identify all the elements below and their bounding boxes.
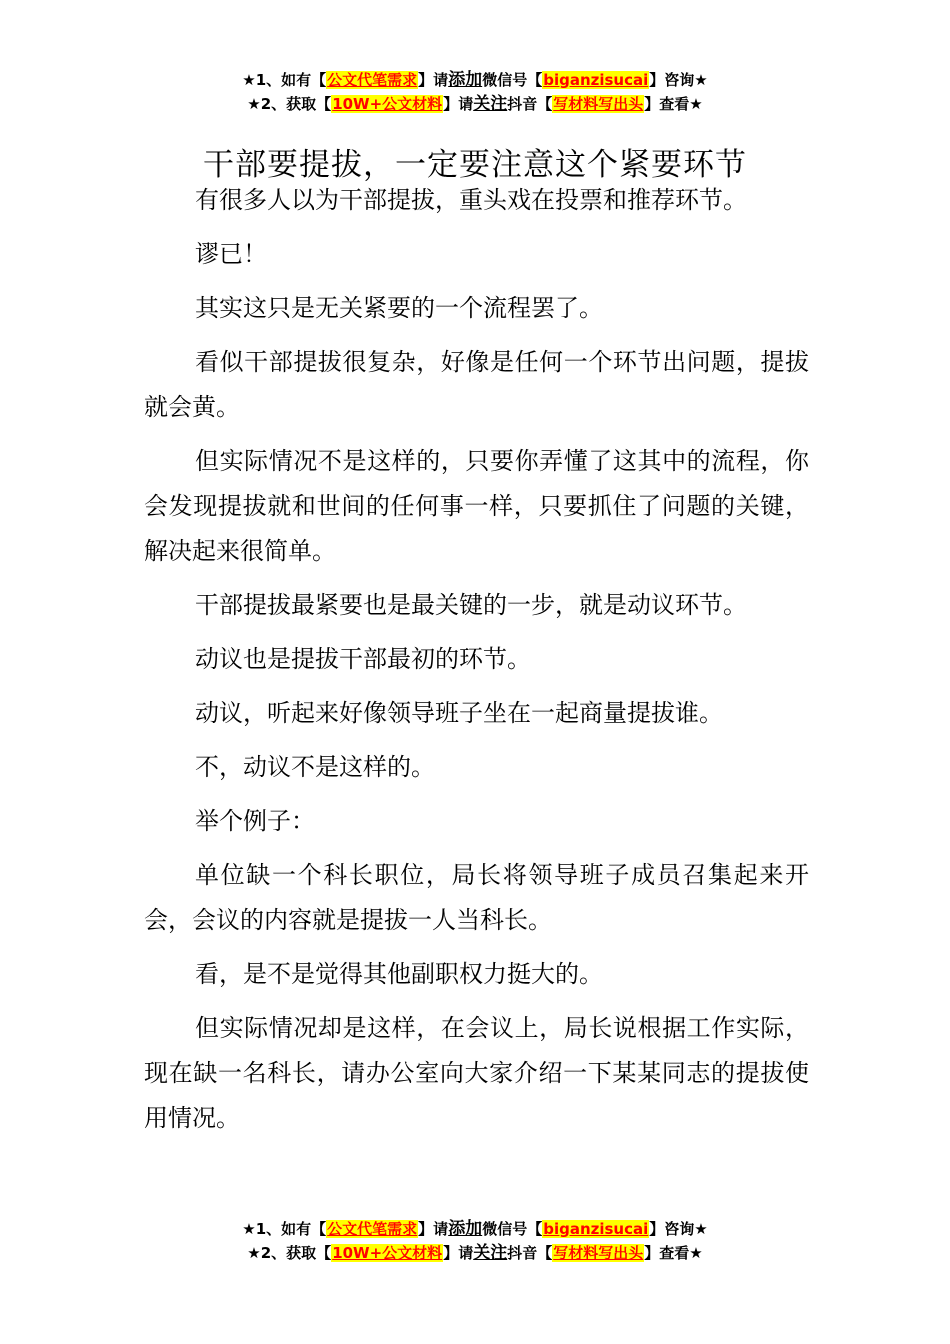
document-title: 干部要提拔，一定要注意这个紧要环节 — [203, 146, 747, 183]
banner-line-2-prefix: ★2、获取【 — [247, 95, 332, 113]
paragraph: 但实际情况却是这样，在会议上，局长说根据工作实际，现在缺一名科长，请办公室向大家介绍一下某某同志的提拔使用情况。 — [144, 1014, 809, 1132]
banner-line-1-mid: 】请 — [418, 71, 449, 89]
paragraph: 单位缺一个科长职位，局长将领导班子成员召集起来开会，会议的内容就是提拔一人当科长。 — [144, 861, 809, 934]
banner-line-1 — [0, 1217, 950, 1241]
footer-banner — [0, 1217, 950, 1265]
ghostwriting-service-highlight: 公文代笔需求 — [327, 1220, 418, 1238]
paragraph: 干部提拔最紧要也是最关键的一步，就是动议环节。 — [195, 591, 747, 619]
document-body — [144, 178, 809, 1150]
banner-line-1-mid: 】请 — [418, 1220, 449, 1238]
banner-line-2-prefix: ★2、获取【 — [247, 1244, 332, 1262]
banner-line-2-emphasis: 关注 — [473, 94, 508, 114]
header-banner — [0, 68, 950, 116]
douyin-account-highlight: 写材料写出头 — [553, 95, 644, 113]
ghostwriting-service-highlight: 公文代笔需求 — [327, 71, 418, 89]
wechat-id-highlight: biganzisucai — [543, 71, 649, 89]
banner-line-2 — [0, 1241, 950, 1265]
paragraph: 但实际情况不是这样的，只要你弄懂了这其中的流程，你会发现提拔就和世间的任何事一样，只要抓住了问题的关键，解决起来很简单。 — [144, 447, 809, 565]
banner-line-2-mid2: 抖音【 — [507, 1244, 553, 1262]
douyin-account-highlight: 写材料写出头 — [553, 1244, 644, 1262]
paragraph: 看似干部提拔很复杂，好像是任何一个环节出问题，提拔就会黄。 — [144, 348, 809, 421]
banner-line-2-suffix: 】查看★ — [644, 1244, 703, 1262]
wechat-id-highlight: biganzisucai — [543, 1220, 649, 1238]
paragraph: 看，是不是觉得其他副职权力挺大的。 — [195, 960, 603, 988]
paragraph: 举个例子： — [195, 807, 315, 835]
paragraph: 其实这只是无关紧要的一个流程罢了。 — [195, 294, 603, 322]
banner-line-1-emphasis: 添加 — [448, 70, 483, 90]
banner-line-2 — [0, 92, 950, 116]
banner-line-1-suffix: 】咨询★ — [649, 71, 708, 89]
paragraph: 动议，听起来好像领导班子坐在一起商量提拔谁。 — [195, 699, 723, 727]
banner-line-1-mid2: 微信号【 — [482, 1220, 543, 1238]
banner-line-2-suffix: 】查看★ — [644, 95, 703, 113]
banner-line-1 — [0, 68, 950, 92]
banner-line-2-mid2: 抖音【 — [507, 95, 553, 113]
banner-line-1-prefix: ★1、如有【 — [242, 71, 327, 89]
banner-line-1-prefix: ★1、如有【 — [242, 1220, 327, 1238]
materials-highlight: 10W+公文材料 — [332, 1244, 443, 1262]
paragraph: 谬已！ — [195, 240, 267, 268]
paragraph: 有很多人以为干部提拔，重头戏在投票和推荐环节。 — [195, 186, 747, 214]
banner-line-2-mid: 】请 — [443, 1244, 474, 1262]
materials-highlight: 10W+公文材料 — [332, 95, 443, 113]
banner-line-1-suffix: 】咨询★ — [649, 1220, 708, 1238]
banner-line-1-emphasis: 添加 — [448, 1219, 483, 1239]
paragraph: 动议也是提拔干部最初的环节。 — [195, 645, 531, 673]
banner-line-1-mid2: 微信号【 — [482, 71, 543, 89]
banner-line-2-emphasis: 关注 — [473, 1243, 508, 1263]
banner-line-2-mid: 】请 — [443, 95, 474, 113]
paragraph: 不，动议不是这样的。 — [195, 753, 435, 781]
